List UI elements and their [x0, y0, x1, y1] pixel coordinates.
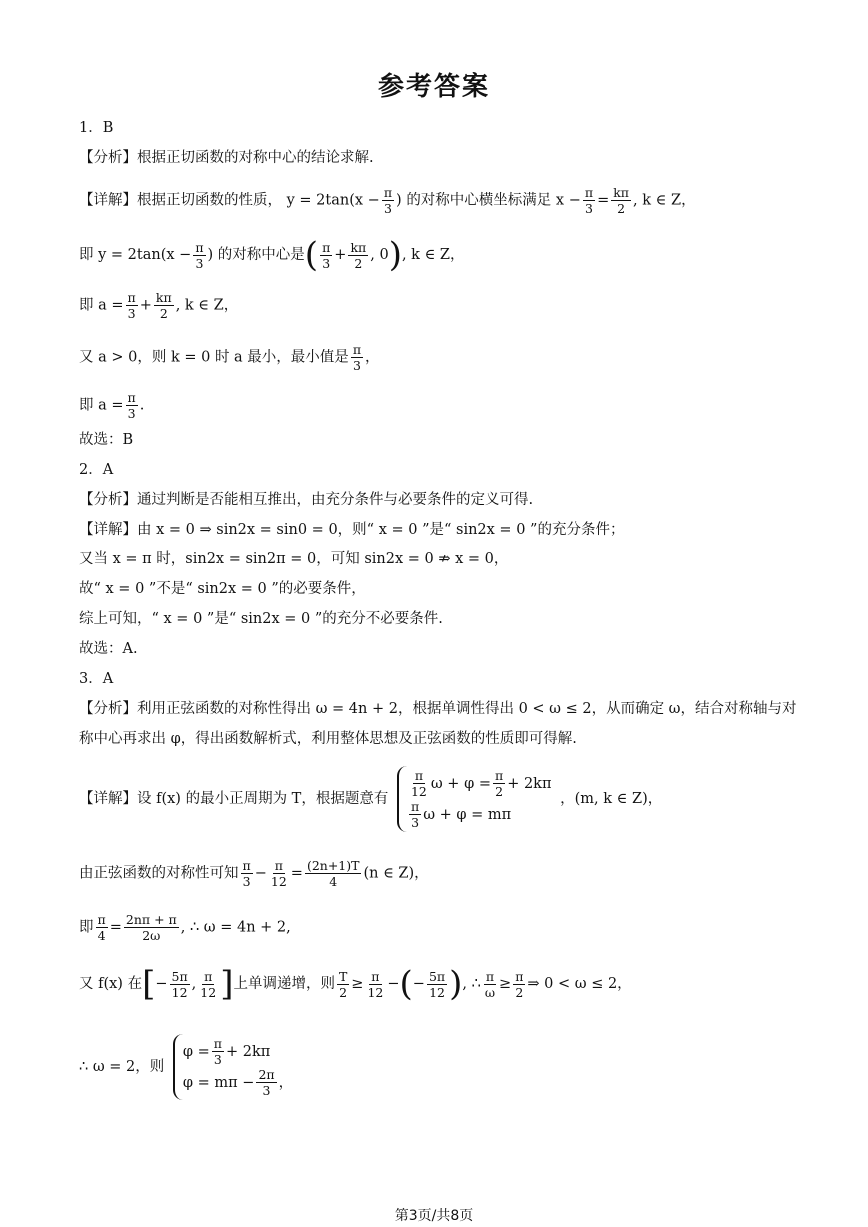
q2-choice: 故选：A. — [79, 641, 138, 657]
q2-detail-1: 【详解】由 x = 0 ⇒ sin2x = sin0 = 0，则“ x = 0 ”是“ sin2x = 0 ”的充分条件； — [79, 522, 625, 538]
q1-result-line: 即 a = $\frac{\pi}{3}$ . — [79, 390, 145, 421]
q3-omega-line: 即 $\frac{\pi}{4}$ = $\frac{2n\pi + \pi}{2\omega}$ , ∴ ω = 4n + 2, — [79, 912, 291, 943]
q3-monotonic-line: 又 f(x) 在[− $\frac{5\pi}{12}$ , $\frac{\pi}{12}$ ]上单调递增，则 $\frac{T}{2}$ ≥ $\frac{\pi}{12}$ −(− $\frac{5\pi}{12}$ ), ∴ $\frac{\pi}{\omega}$ ≥ $\frac{\pi}{2}$ ⇒ 0 < ω ≤ 2， — [79, 964, 632, 1004]
q3-detail-system: 【详解】设 f(x) 的最小正周期为 T，根据题意有 $\frac{\pi}{12}$ ω + φ = $\frac{\pi}{2}$ + 2kπ $\frac{\pi}{3}$ ω + φ = mπ ，(m, k ∈ Z)， — [79, 768, 663, 830]
fraction: $\frac{k\pi}{2}$ — [613, 185, 630, 216]
q3-analysis-2: 称中心再求出 φ，得出函数解析式，利用整体思想及正弦函数的性质即可得解. — [79, 731, 577, 747]
equation-system: φ = $\frac{\pi}{3}$ + 2kπ φ = mπ − $\frac{2\pi}{3}$ ， — [173, 1034, 297, 1100]
fraction: $\frac{\pi}{3}$ — [584, 185, 594, 216]
q1-choice: 故选：B — [79, 432, 134, 448]
fraction: $\frac{\pi}{3}$ — [383, 185, 393, 216]
fraction: $\frac{k\pi}{2}$ — [350, 239, 367, 271]
fraction: $\frac{\pi}{3}$ — [352, 342, 362, 373]
q1-detail-line: 【详解】根据正切函数的性质， y = 2tan(x − $\frac{\pi}{3}$ ) 的对称中心横坐标满足 x − $\frac{\pi}{3}$ = $\frac{k\pi}{2}$ , k ∈ Z， — [79, 185, 696, 216]
fraction: $\frac{\pi}{3}$ — [195, 239, 204, 271]
q2-detail-4: 综上可知，“ x = 0 ”是“ sin2x = 0 ”的充分不必要条件. — [79, 611, 443, 627]
q1-number: 1．B — [79, 120, 114, 136]
page-title: 参考答案 — [377, 72, 490, 102]
q2-number: 2．A — [79, 462, 114, 478]
equation-system: $\frac{\pi}{12}$ ω + φ = $\frac{\pi}{2}$ + 2kπ $\frac{\pi}{3}$ ω + φ = mπ — [397, 766, 556, 832]
q1-a-line: 即 a = $\frac{\pi}{3}$ + $\frac{k\pi}{2}$ , k ∈ Z， — [79, 290, 239, 321]
q3-number: 3．A — [79, 671, 114, 687]
q3-analysis-1: 【分析】利用正弦函数的对称性得出 ω = 4n + 2，根据单调性得出 0 < ω ≤ 2，从而确定 ω，结合对称轴与对 — [79, 701, 797, 717]
q1-center-line: 即 y = 2tan(x − $\frac{\pi}{3}$ ) 的对称中心是( $\frac{\pi}{3}$ + $\frac{k\pi}{2}$ , 0), k ∈ Z， — [79, 235, 465, 275]
q2-analysis: 【分析】通过判断是否能相互推出，由充分条件与必要条件的定义可得. — [79, 492, 534, 508]
q1-min-line: 又 a > 0，则 k = 0 时 a 最小，最小值是 $\frac{\pi}{3}$ ， — [79, 342, 380, 373]
fraction: $\frac{k\pi}{2}$ — [155, 290, 172, 321]
q1-analysis: 【分析】根据正切函数的对称中心的结论求解. — [79, 150, 374, 166]
fraction: $\frac{\pi}{3}$ — [127, 390, 136, 421]
fraction: $\frac{\pi}{3}$ — [127, 290, 136, 321]
fraction: $\frac{\pi}{3}$ — [322, 239, 331, 271]
q2-detail-2: 又当 x = π 时，sin2x = sin2π = 0，可知 sin2x = 0 ⇏ x = 0， — [79, 551, 509, 567]
q2-detail-3: 故“ x = 0 ”不是“ sin2x = 0 ”的必要条件， — [79, 581, 366, 597]
q3-symmetry-line: 由正弦函数的对称性可知 $\frac{\pi}{3}$ − $\frac{\pi}{12}$ = $\frac{(2n+1)T}{4}$ (n ∈ Z)， — [79, 858, 429, 889]
q3-phi-line: ∴ ω = 2，则 φ = $\frac{\pi}{3}$ + 2kπ φ = mπ − $\frac{2\pi}{3}$ ， — [79, 1034, 297, 1100]
page-footer: 第3页/共8页 — [394, 1208, 474, 1224]
